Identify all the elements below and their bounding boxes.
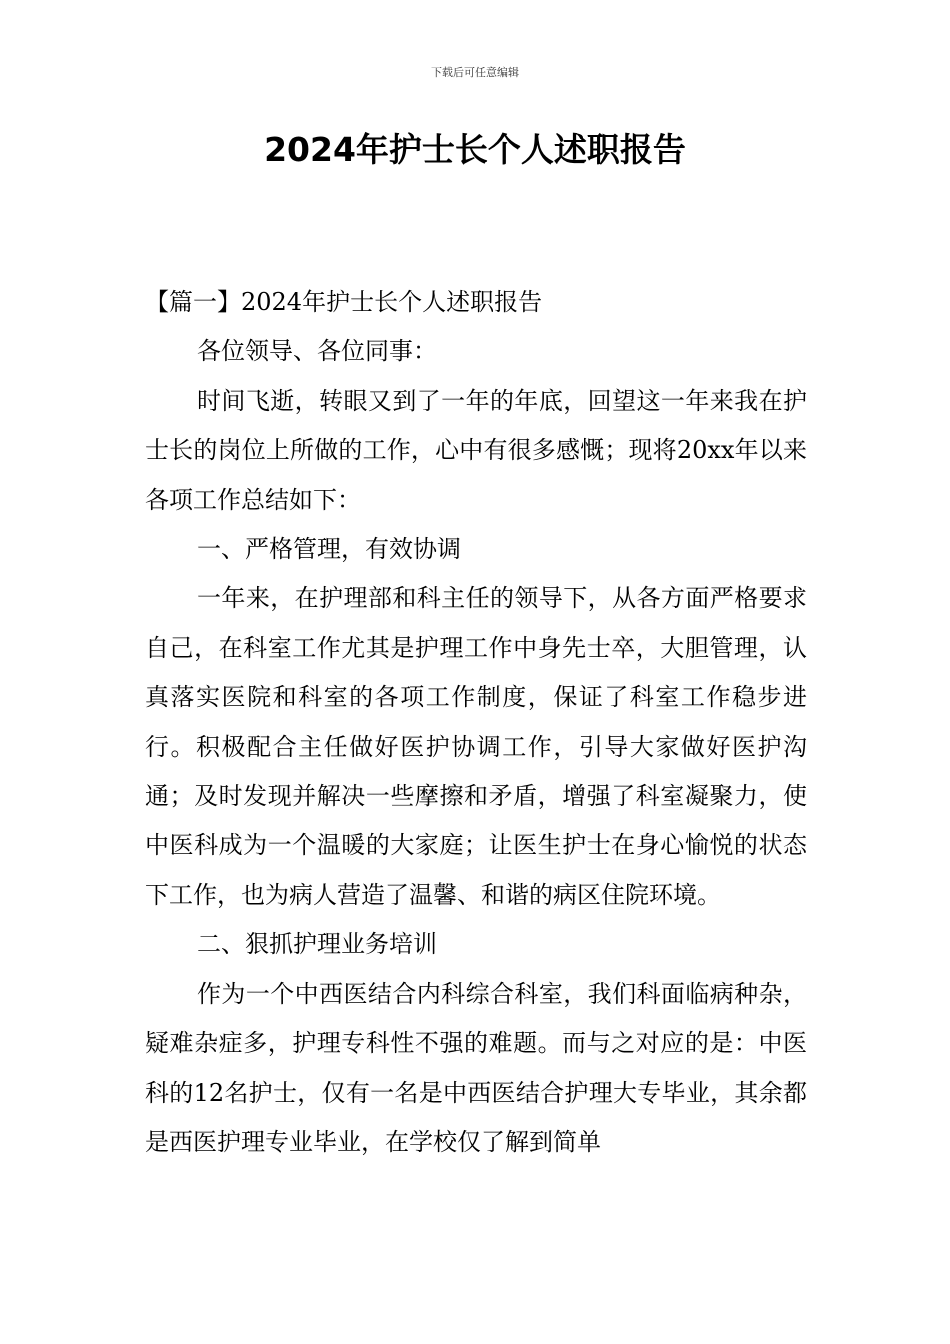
document-title: 2024年护士长个人述职报告 bbox=[264, 130, 686, 169]
paragraph-management: 一年来，在护理部和科主任的领导下，从各方面严格要求自己，在科室工作尤其是护理工作中身先士卒，大胆管理，认真落实医院和科室的各项工作制度，保证了科室工作稳步进行。积极配合主任做好医护协调工作，引导大家做好医护沟通；及时发现并解决一些摩擦和矛盾，增强了科室凝聚力，使中医科成为一个温暖的大家庭；让医生护士在身心愉悦的状态下工作，也为病人营造了温馨、和谐的病区住院环境。 bbox=[145, 584, 807, 909]
subheading-training: 二、狠抓护理业务培训 bbox=[197, 930, 437, 959]
paragraph-intro: 时间飞逝，转眼又到了一年的年底，回望这一年来我在护士长的岗位上所做的工作，心中有很多感慨；现将20xx年以来各项工作总结如下： bbox=[145, 386, 807, 514]
document-body bbox=[145, 278, 807, 1167]
section-heading: 【篇一】2024年护士长个人述职报告 bbox=[145, 288, 543, 316]
subheading-management: 一、严格管理，有效协调 bbox=[197, 535, 461, 564]
paragraph-training: 作为一个中西医结合内科综合科室，我们科面临病种杂，疑难杂症多，护理专科性不强的难题。而与之对应的是：中医科的12名护士，仅有一名是中西医结合护理大专毕业，其余都是西医护理专业毕业，在学校仅了解到简单 bbox=[145, 979, 807, 1156]
salutation: 各位领导、各位同事： bbox=[197, 337, 437, 366]
header-note: 下载后可任意编辑 bbox=[431, 66, 519, 79]
